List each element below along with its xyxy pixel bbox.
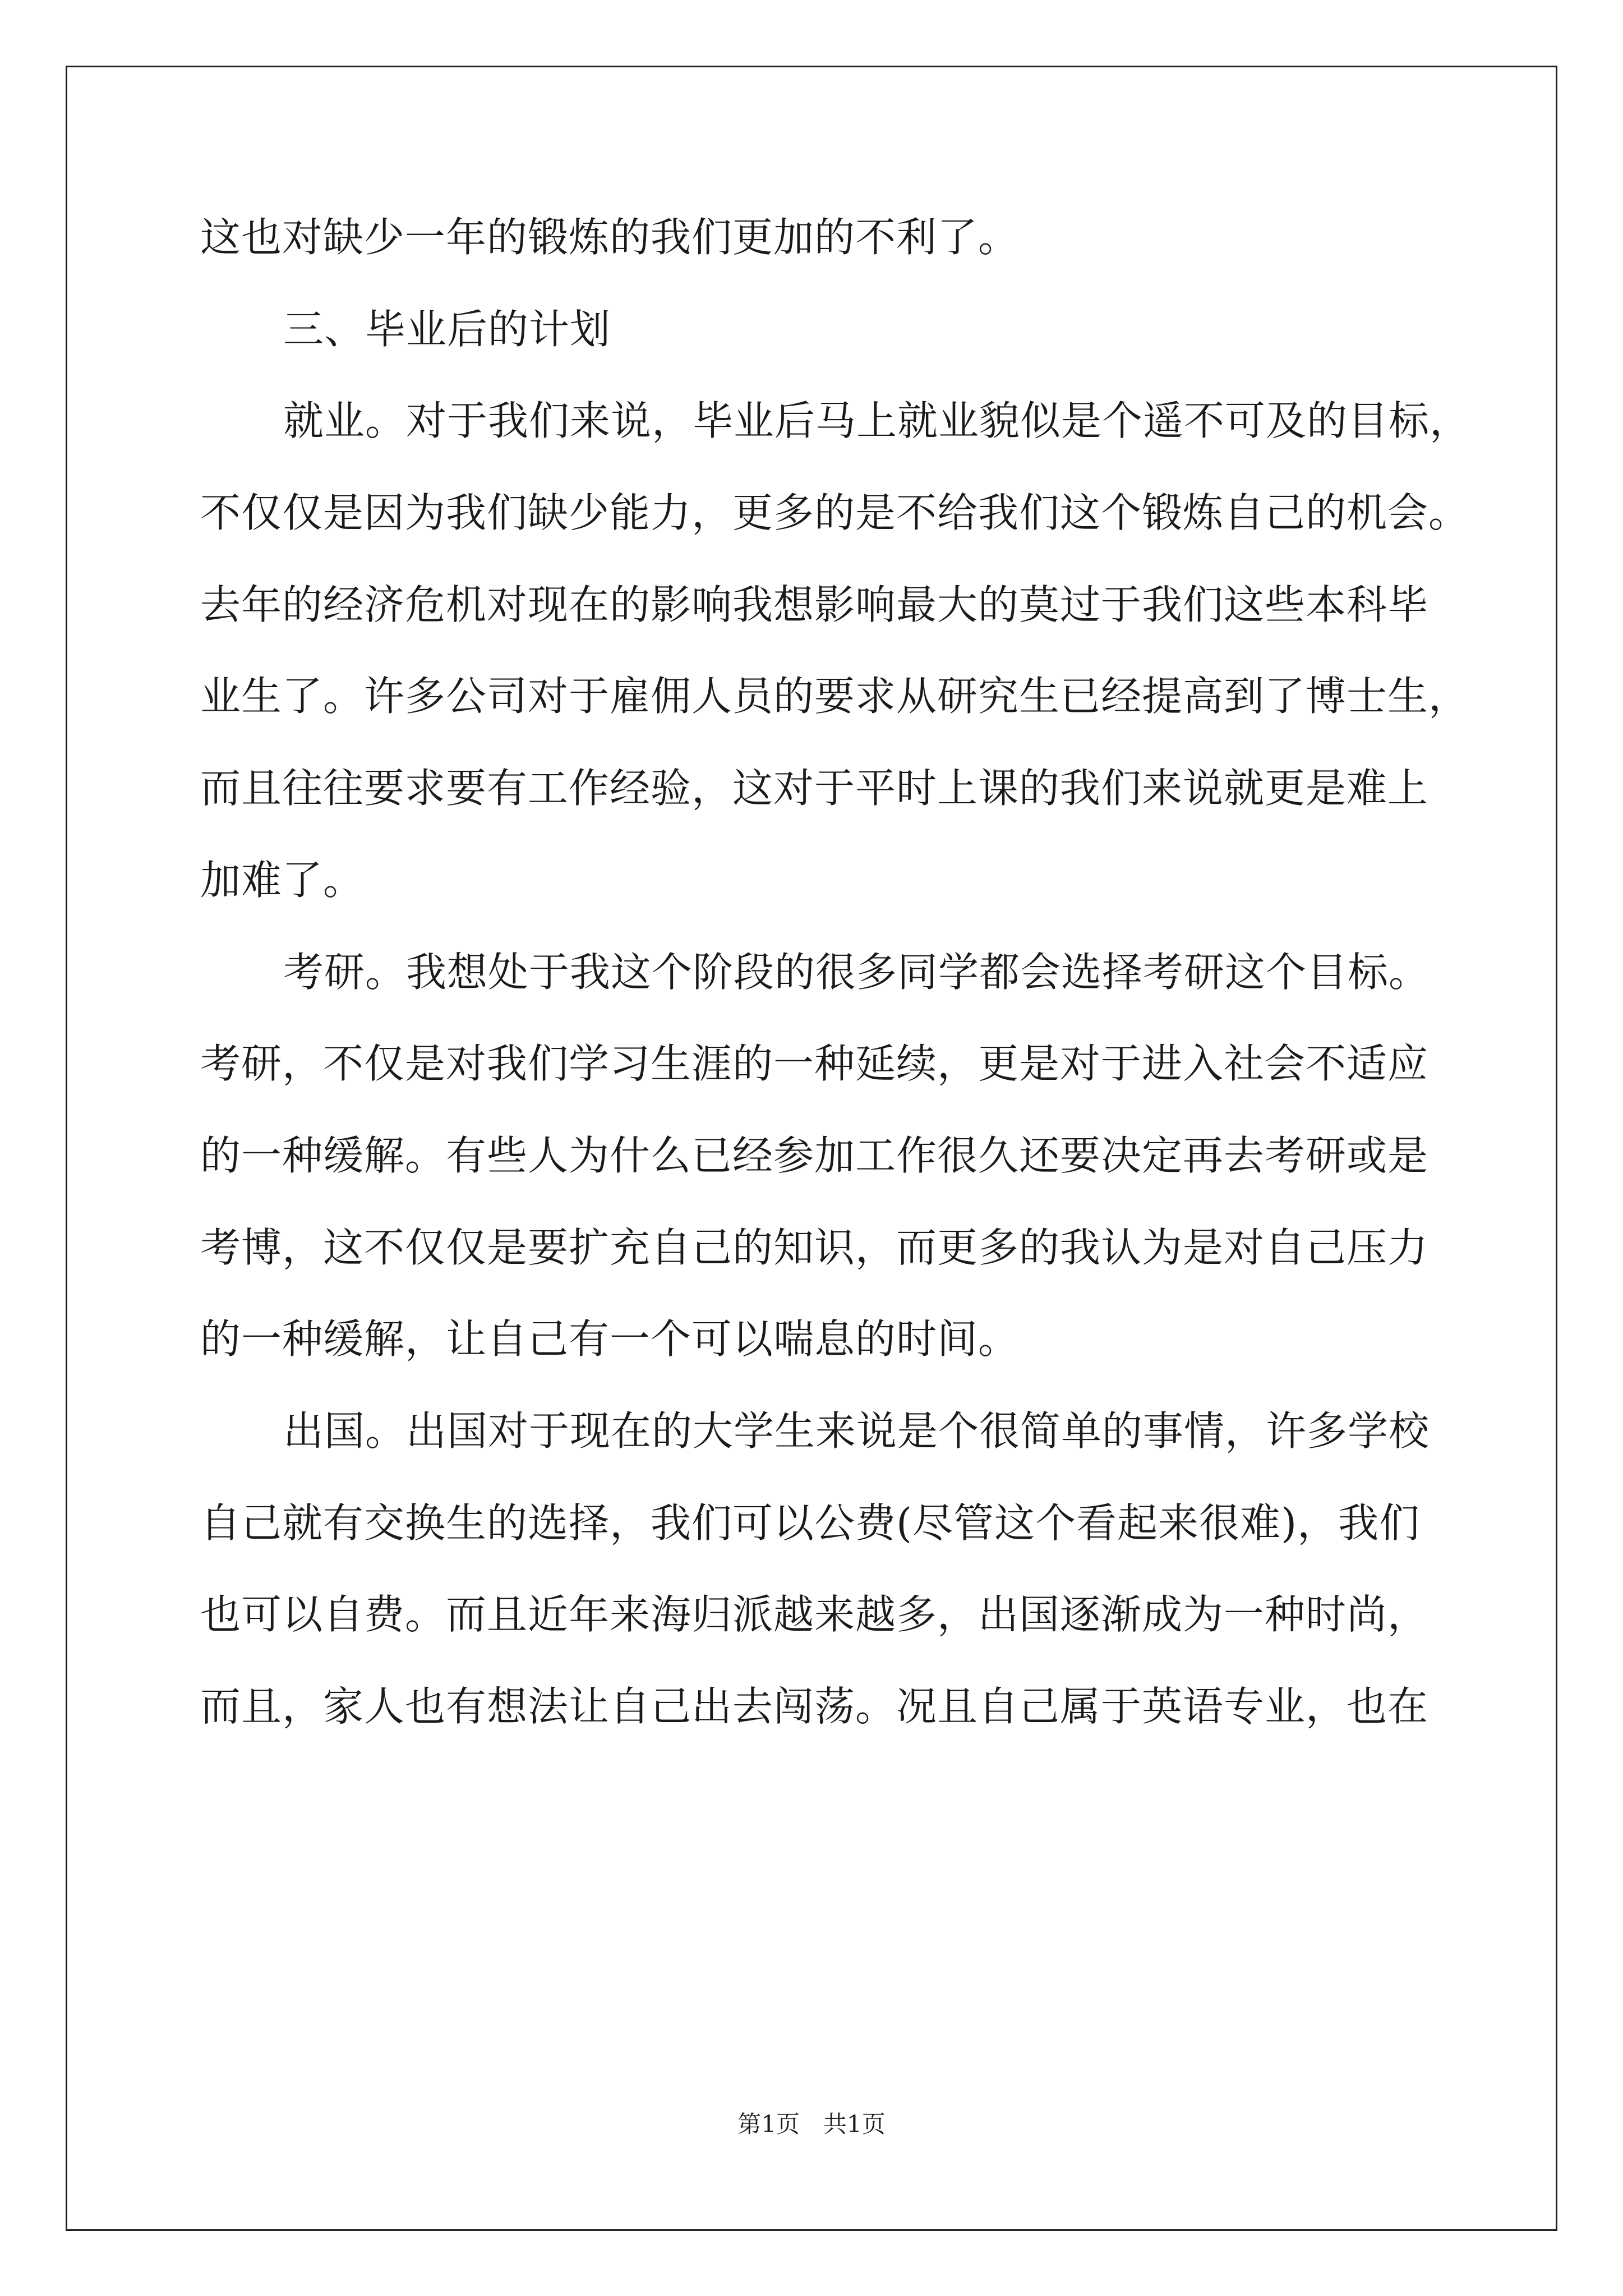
text-line: 而且，家人也有想法让自己出去闯荡。况且自己属于英语专业，也在: [200, 1683, 1429, 1730]
text-line: 三、毕业后的计划: [283, 305, 611, 353]
text-line: 就业。对于我们来说，毕业后马上就业貌似是个遥不可及的目标，: [283, 397, 1471, 445]
text-line: 的一种缓解。有些人为什么已经参加工作很久还要决定再去考研或是: [200, 1131, 1429, 1179]
text-line: 业生了。许多公司对于雇佣人员的要求从研究生已经提高到了博士生，: [200, 673, 1470, 720]
document-body: [200, 214, 1471, 1778]
text-line: 这也对缺少一年的锻炼的我们更加的不利了。: [200, 214, 1020, 261]
text-line: 出国。出国对于现在的大学生来说是个很简单的事情，许多学校: [283, 1407, 1430, 1455]
text-line: 加难了。: [200, 856, 365, 904]
text-line: 的一种缓解，让自己有一个可以喘息的时间。: [200, 1315, 1020, 1363]
text-line: 自己就有交换生的选择，我们可以公费(尽管这个看起来很难)，我们: [200, 1499, 1421, 1547]
text-line: 不仅仅是因为我们缺少能力，更多的是不给我们这个锻炼自己的机会。: [200, 489, 1470, 537]
text-line: 考研。我想处于我这个阶段的很多同学都会选择考研这个目标。: [283, 948, 1430, 996]
text-line: 考研，不仅是对我们学习生涯的一种延续，更是对于进入社会不适应: [200, 1040, 1429, 1088]
text-line: 也可以自费。而且近年来海归派越来越多，出国逐渐成为一种时尚，: [200, 1591, 1429, 1639]
text-line: 考博，这不仅仅是要扩充自己的知识，而更多的我认为是对自己压力: [200, 1223, 1429, 1271]
page-number: 第1页 共1页: [737, 2110, 886, 2138]
text-line: 而且往往要求要有工作经验，这对于平时上课的我们来说就更是难上: [200, 765, 1429, 812]
text-line: 去年的经济危机对现在的影响我想影响最大的莫过于我们这些本科毕: [200, 581, 1429, 628]
